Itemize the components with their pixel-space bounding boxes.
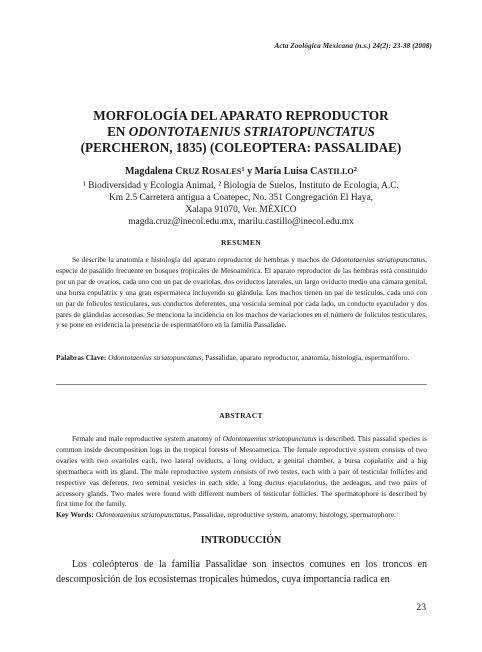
author2-affil-mark: 2 [353, 166, 358, 173]
resumen-keywords-species: Odontotaenius striatopunctatus [106, 353, 202, 362]
affiliation-line-3: Xalapa 91070, Ver. MÉXICO [185, 205, 297, 215]
author1-first: Magdalena [124, 166, 176, 177]
resumen-heading: RESUMEN [220, 238, 262, 247]
resumen-species: Odontotaenius striatopunctatus [331, 255, 426, 264]
resumen-keywords-label: Palabras Clave: [56, 353, 107, 362]
author-line [0, 166, 482, 177]
abstract-keywords-species: Odontotaenius striatopunctatus [93, 510, 190, 519]
section-divider [56, 384, 427, 385]
abstract-keywords-label: Key Words: [56, 510, 94, 519]
author1-last-rest: RUZ [182, 167, 202, 176]
resumen-text-a: Se describe la anatomía e histología del aparato reproductor de hembras y machos de [72, 255, 332, 264]
author1-last-initial: C [175, 166, 183, 177]
author1-last2-initial: R [201, 166, 210, 177]
title-prefix: EN [107, 124, 129, 139]
author-emails: magda.cruz@inecol.edu.mx, marilu.castillo@inecol.edu.mx [128, 217, 354, 227]
abstract-text-b: is described. This passalid species is common inside decomposition logs in the tropical forests of Mesoamerica. The female reproductive system consists of two ovaries with two ovarioles each, two lateral oviducts, a long oviduct, a genital chamber, a bursa copulatrix and a big spermatheca with its gland. The male reproductive system consists of two testes, each with a pair of testicular follicles and respective vas deferens, two seminal vesicles in each side, a long ductus ejaculatorius, the aedeagus, and two pairs of accessory glands. Two males were found with different numbers of testicular follicles. The spermatophore is described by first time for the family. [56, 434, 427, 509]
affiliation-line-1: ¹ Biodiversidad y Ecología Animal, ² Biología de Suelos, Instituto de Ecología, A.C. [83, 181, 399, 191]
resumen-text-b: , especie de pasálido frecuente en bosques tropicales de Mesoamérica. El aparato reproductor de las hembras está constituido por un par de ovarios, cada uno con un par de ovariolas, dos oviductos laterales, un largo oviducto medio una cámara genital, una bursa copulatrix y una gran espermateca incluyendo su glándula. Los machos tienen un par de testículos, cada uno con un par de folículos testiculares, sus conductos deferentes, una vesícula seminal por cada lado, un conducto eyaculador y dos pares de glándulas accesorias. Se menciona la incidencia en los machos de variaciones en el número de folículos testiculares, y se pone en evidencia la presencia de espermatóforo en la familia Passalidae. [56, 255, 427, 330]
affiliation-line-2: Km 2.5 Carretera antigua a Coatepec, No. 351 Congregación El Haya, [109, 193, 373, 203]
title-species: ODONTOTAENIUS STRIATOPUNCTATUS [128, 124, 375, 139]
title-line-3: (PERCHERON, 1835) (COLEOPTERA: PASSALIDAE) [80, 140, 402, 155]
journal-header: Acta Zoológica Mexicana (n.s.) 24(2): 23-38 (2008) [274, 42, 432, 50]
author1-affil-mark: 1 [241, 166, 245, 173]
abstract-species: Odontotaenius striatopunctatus [222, 434, 317, 443]
author1-last2-rest: OSALES [209, 167, 242, 176]
author2-last-rest: ASTILLO [317, 167, 354, 176]
resumen-keywords [56, 353, 427, 364]
introduccion-heading: INTRODUCCIÓN [200, 535, 282, 546]
abstract-keywords-rest: , Passalidae, reproductive system, anatomy, histology, spermatophore. [189, 510, 396, 519]
title-line-1: MORFOLOGÍA DEL APARATO REPRODUCTOR [93, 108, 389, 123]
introduccion-paragraph: Los coleópteros de la familia Passalidae son insectos comunes en los troncos en descomposición de los ecosistemas tropicales húmedos, cuya importancia radica en [56, 559, 427, 585]
resumen-paragraph [56, 255, 427, 331]
title-line-2 [0, 124, 482, 140]
abstract-heading: ABSTRACT [219, 411, 263, 420]
resumen-keywords-rest: , Passalidae, aparato reproductor, anatomía, histología, espermatóforo. [201, 353, 410, 362]
author-joiner: y María Luisa [244, 166, 311, 177]
abstract-keywords [56, 510, 427, 521]
author2-last-initial: C [310, 166, 318, 177]
abstract-paragraph [56, 434, 427, 510]
abstract-text-a: Female and male reproductive system anatomy of [72, 434, 223, 443]
page-number: 23 [416, 602, 426, 613]
